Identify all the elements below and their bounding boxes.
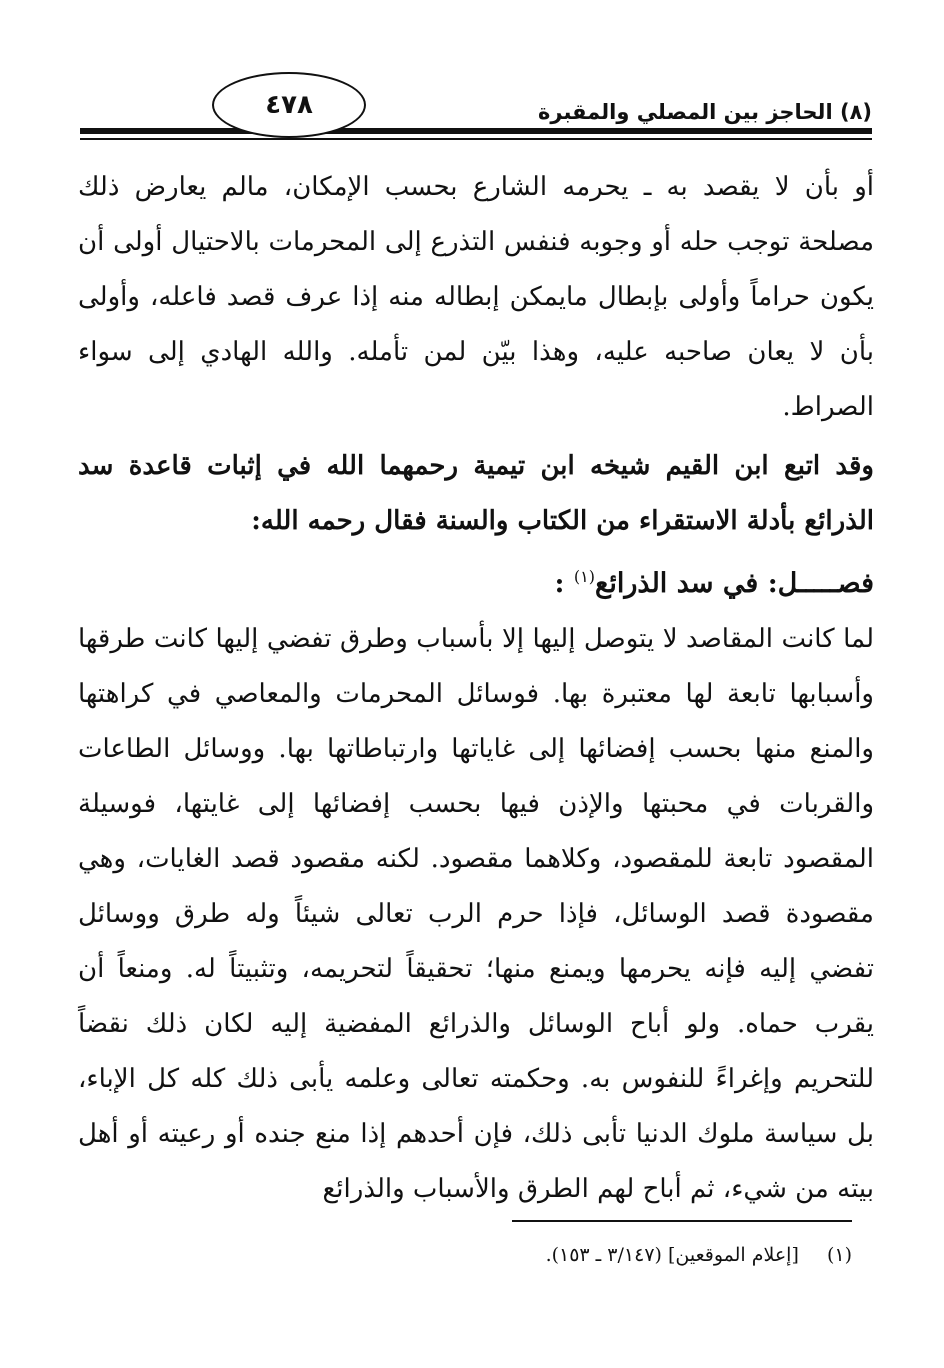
header-rule-thin	[80, 138, 872, 140]
page-number: ٤٧٨	[265, 90, 313, 120]
footnote-number: (١)	[826, 1244, 852, 1266]
footnote-text: [إعلام الموقعين] (٣/١٤٧ ـ ١٥٣).	[545, 1244, 799, 1266]
footnote-separator	[512, 1220, 852, 1222]
section-heading-suffix: :	[554, 568, 565, 599]
main-paragraph: لما كانت المقاصد لا يتوصل إليها إلا بأسباب وطرق تفضي إليها كانت طرقها وأسبابها تابعة لها معتبرة بها. فوسائل المحرمات والمعاصي في كراهتها والمنع منها بحسب إفضائها إلى غاياتها وارتباطاتها بها. ووسائل الطاعات والقربات في محبتها والإذن فيها بحسب إفضائها إلى غايتها، فوسيلة المقصود تابعة للمقصود، وكلاهما مقصود. لكنه مقصود قصد الغايات، وهي مقصودة قصد الوسائل، فإذا حرم الرب تعالى شيئاً وله طرق ووسائل تفضي إليه فإنه يحرمها ويمنع منها؛ تحقيقاً لتحريمه، وتثبيتاً له. ومنعاً أن يقرب حماه. ولو أباح الوسائل والذرائع المفضية إليه لكان ذلك نقضاً للتحريم وإغراءً للنفوس به. وحكمته تعالى وعلمه يأبى ذلك كله كل الإباء، بل سياسة ملوك الدنيا تأبى ذلك، فإن أحدهم إذا منع جنده أو رعيته أو أهل بيته من شيء، ثم أباح لهم الطرق والأسباب والذرائع	[78, 624, 875, 1204]
page-number-badge	[212, 72, 366, 138]
footnote	[546, 1244, 852, 1266]
section-heading-text: فصـــــل: في سد الذرائع	[594, 568, 874, 599]
running-title: (٨) الحاجز بين المصلي والمقبرة	[538, 100, 872, 124]
paragraph-2-bold: وقد اتبع ابن القيم شيخه ابن تيمية رحمهما الله في إثبات قاعدة سد الذرائع بأدلة الاستقراء من الكتاب والسنة فقال رحمه الله:	[78, 451, 874, 536]
paragraph-1: أو بأن لا يقصد به ـ يحرمه الشارع بحسب الإمكان، مالم يعارض ذلك مصلحة توجب حله أو وجوبه فنفس التذرع إلى المحرمات بالاحتيال أولى أن يكون حراماً وأولى بإبطال مايمكن إبطاله منه إذا عرف قصد فاعله، وأولى بأن لا يعان صاحبه عليه، وهذا بيّن لمن تأمله. والله الهادي إلى سواء الصراط.	[78, 172, 874, 422]
section-heading	[78, 549, 874, 612]
header-rule	[80, 128, 872, 134]
page-header	[80, 60, 872, 146]
page-body	[78, 160, 874, 1217]
footnote-marker: (١)	[573, 567, 595, 586]
